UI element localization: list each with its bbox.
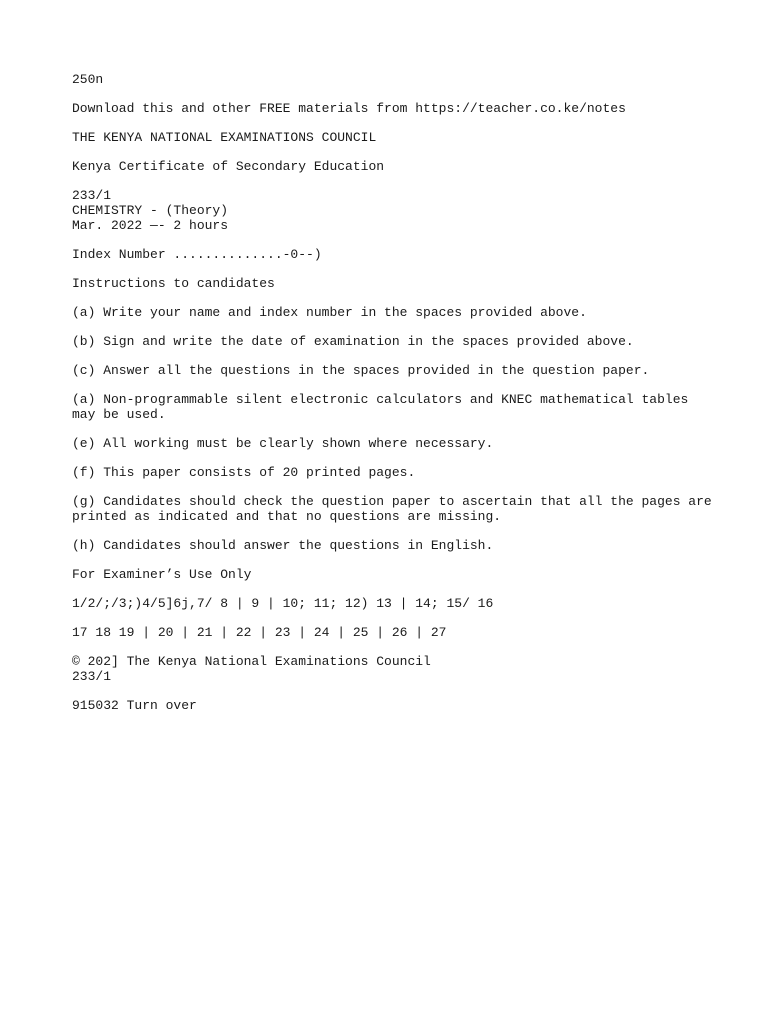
instruction-item bbox=[72, 436, 712, 451]
certificate-name: Kenya Certificate of Secondary Education bbox=[72, 159, 385, 174]
top-code: 250n bbox=[72, 72, 104, 87]
copyright-notice: © 202] The Kenya National Examinations Council bbox=[72, 654, 431, 669]
instruction-item bbox=[72, 465, 712, 480]
paper-info-block bbox=[72, 188, 712, 233]
instructions-heading-block bbox=[72, 276, 712, 291]
instruction-item bbox=[72, 334, 712, 349]
footer-paper-code: 233/1 bbox=[72, 669, 112, 684]
instruction-text: (b) Sign and write the date of examination in the spaces provided above. bbox=[72, 334, 634, 349]
examiner-score-row: 1/2/;/3;)4/5]6j,7/ 8 | 9 | 10; 11; 12) 13 | 14; 15/ 16 bbox=[72, 596, 494, 611]
instruction-text: (a) Write your name and index number in the spaces provided above. bbox=[72, 305, 587, 320]
examiner-row-1-block bbox=[72, 596, 712, 611]
turn-over-block bbox=[72, 698, 712, 713]
examiner-row-2-block bbox=[72, 625, 712, 640]
date-duration: Mar. 2022 —- 2 hours bbox=[72, 218, 229, 233]
download-note: Download this and other FREE materials from https://teacher.co.ke/notes bbox=[72, 101, 626, 116]
top-code-block bbox=[72, 72, 712, 87]
exam-cover-page bbox=[72, 72, 720, 727]
download-note-block bbox=[72, 101, 712, 116]
subject-title: CHEMISTRY - (Theory) bbox=[72, 203, 229, 218]
certificate-block bbox=[72, 159, 712, 174]
copyright-block bbox=[72, 654, 712, 684]
instruction-text: (h) Candidates should answer the questions in English. bbox=[72, 538, 494, 553]
instructions-heading: Instructions to candidates bbox=[72, 276, 275, 291]
examiner-heading: For Examiner’s Use Only bbox=[72, 567, 252, 582]
instruction-text: (f) This paper consists of 20 printed pages. bbox=[72, 465, 416, 480]
instruction-text: (e) All working must be clearly shown where necessary. bbox=[72, 436, 494, 451]
instruction-text: (a) Non-programmable silent electronic calculators and KNEC mathematical tables may be used. bbox=[72, 392, 697, 422]
examiner-score-row: 17 18 19 | 20 | 21 | 22 | 23 | 24 | 25 | 26 | 27 bbox=[72, 625, 447, 640]
instruction-item bbox=[72, 305, 712, 320]
instruction-item bbox=[72, 538, 712, 553]
council-name: THE KENYA NATIONAL EXAMINATIONS COUNCIL bbox=[72, 130, 377, 145]
examiner-heading-block bbox=[72, 567, 712, 582]
index-number-block bbox=[72, 247, 712, 262]
council-block bbox=[72, 130, 712, 145]
instruction-item bbox=[72, 392, 712, 422]
instruction-item bbox=[72, 363, 712, 378]
instruction-text: (c) Answer all the questions in the spaces provided in the question paper. bbox=[72, 363, 650, 378]
instruction-item bbox=[72, 494, 720, 524]
index-number-field: Index Number ..............-0--) bbox=[72, 247, 322, 262]
paper-code: 233/1 bbox=[72, 188, 112, 203]
instruction-text: (g) Candidates should check the question paper to ascertain that all the pages are printed as indicated and that no questions are missing. bbox=[72, 494, 720, 524]
turn-over-note: 915032 Turn over bbox=[72, 698, 197, 713]
